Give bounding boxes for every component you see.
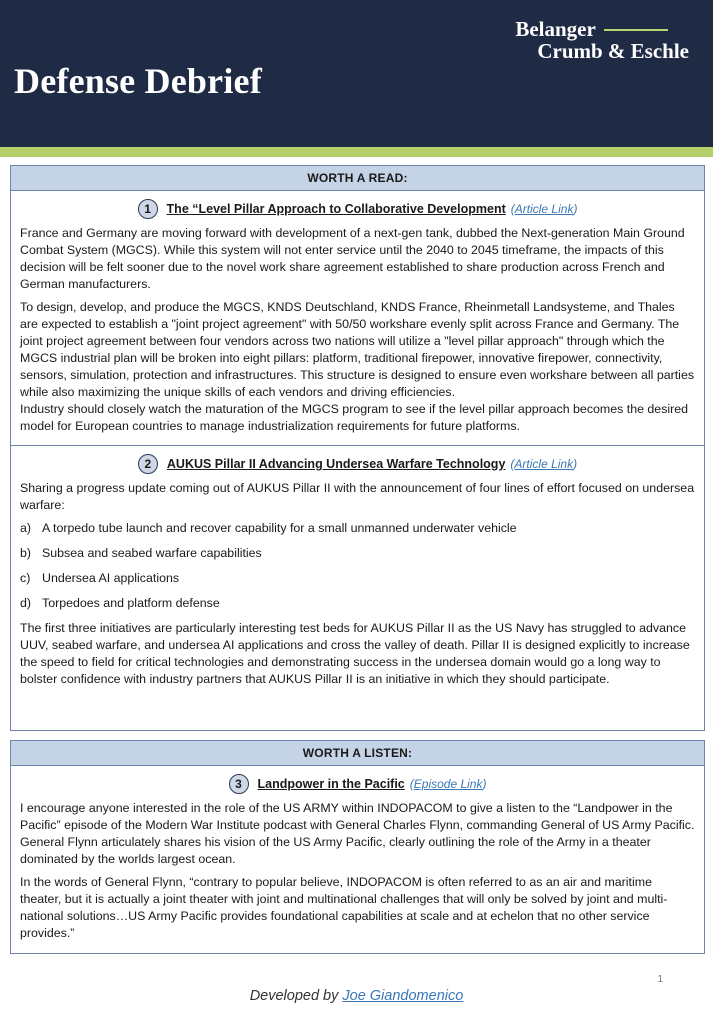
section-heading-listen: WORTH A LISTEN: bbox=[11, 741, 704, 766]
episode-3-title: Landpower in the Pacific bbox=[257, 777, 405, 791]
episode-paragraph: In the words of General Flynn, “contrary to popular believe, INDOPACOM is often referred to as an air and maritime theater, but it is actually a joint theater with joint and multinational challenges that will only be solved by joint and multi-national solutions…US Army Pacific provides foundational capabilities at scale and at echelon that no other service provides.” bbox=[20, 875, 668, 940]
list-item bbox=[20, 595, 695, 612]
article-1-paragraph: Industry should closely watch the maturation of the MGCS program to see if the level pillar approach becomes the desired model for European countries to manage industrialization requirements for future platforms. bbox=[20, 402, 689, 433]
effort-list bbox=[20, 520, 695, 612]
list-item bbox=[20, 520, 695, 537]
brand-logo bbox=[515, 18, 689, 62]
article-2-title: AUKUS Pillar II Advancing Undersea Warfare Technology bbox=[166, 457, 506, 471]
article-2 bbox=[11, 445, 704, 698]
page-title: Defense Debrief bbox=[14, 61, 262, 101]
number-badge: 3 bbox=[229, 774, 249, 794]
worth-a-listen-section bbox=[10, 740, 705, 954]
article-1-title-row bbox=[20, 198, 695, 220]
worth-a-read-section bbox=[10, 165, 705, 731]
list-marker: c) bbox=[20, 571, 31, 585]
developed-prefix: Developed by bbox=[249, 988, 343, 1004]
episode-3-link[interactable]: (Episode Link) bbox=[409, 777, 487, 791]
article-1 bbox=[11, 191, 704, 445]
list-item bbox=[20, 570, 695, 587]
brand-rule bbox=[604, 29, 668, 31]
brand-line-1: Belanger bbox=[515, 17, 596, 41]
article-1-link[interactable]: (Article Link) bbox=[510, 202, 578, 216]
article-2-title-row bbox=[20, 453, 695, 475]
episode-3-title-row bbox=[20, 773, 695, 795]
article-1-title: The “Level Pillar Approach to Collaborative Development bbox=[166, 202, 506, 216]
developed-by-credit bbox=[0, 988, 713, 1004]
list-item bbox=[20, 545, 695, 562]
number-badge: 1 bbox=[138, 199, 158, 219]
article-1-link-text[interactable]: Article Link bbox=[514, 202, 574, 216]
article-1-paragraph: To design, develop, and produce the MGCS, KNDS Deutschland, KNDS France, Rheinmetall Landsysteme, and Thales are expected to establish a "joint project agreement" with 50/50 workshare evenly split across France and Germany. The joint project agreement between four vendors across two nations will utilize a "level pillar approach" through which the MGCS industrial plan will be broken into eight pillars: platform, traditional firepower, innovative firepower, connectivity, sensors, simulation, protection and infrastructures. This structure is designed to ensure even workshare between all parties while also maximizing the unique skills of each vendors and driving efficiencies. bbox=[20, 300, 695, 399]
accent-divider bbox=[0, 147, 713, 157]
list-marker: a) bbox=[20, 521, 32, 535]
section-heading-read: WORTH A READ: bbox=[11, 166, 704, 191]
list-item-text: Undersea AI applications bbox=[42, 571, 180, 585]
article-2-link[interactable]: (Article Link) bbox=[510, 457, 578, 471]
episode-3-link-text[interactable]: Episode Link bbox=[413, 777, 483, 791]
article-1-paragraph: France and Germany are moving forward with development of a next-gen tank, dubbed the Next-generation Main Ground Combat System (MGCS). While this system will not enter service until the 2040 to 2045 timeframe, the impacts of this decision will be felt sooner due to the novel work share agreement established to share production across French and German manufacturers. bbox=[20, 226, 685, 291]
brand-line-2: Crumb & Eschle bbox=[537, 39, 689, 63]
number-badge: 2 bbox=[138, 454, 158, 474]
list-item-text: A torpedo tube launch and recover capability for a small unmanned underwater vehicle bbox=[42, 521, 517, 535]
list-item-text: Torpedoes and platform defense bbox=[42, 596, 220, 610]
list-item-text: Subsea and seabed warfare capabilities bbox=[42, 546, 262, 560]
article-2-intro: Sharing a progress update coming out of AUKUS Pillar II with the announcement of four lines of effort focused on undersea warfare: bbox=[20, 481, 695, 512]
list-marker: d) bbox=[20, 596, 32, 610]
episode-paragraph: I encourage anyone interested in the role of the US ARMY within INDOPACOM to give a listen to the “Landpower in the Pacific” episode of the Modern War Institute podcast with General Charles Flynn, commanding General of US Army Pacific. General Flynn articulately shares his vision of the US Army Pacific, clearly outlining the role of the Army in a theater dominated by the worlds largest ocean. bbox=[20, 801, 695, 866]
header-banner bbox=[0, 0, 713, 147]
author-link[interactable]: Joe Giandomenico bbox=[342, 988, 464, 1004]
episode-3 bbox=[11, 766, 704, 946]
article-2-link-text[interactable]: Article Link bbox=[514, 457, 574, 471]
page-number: 1 bbox=[657, 974, 663, 985]
list-marker: b) bbox=[20, 546, 32, 560]
article-2-closing: The first three initiatives are particularly interesting test beds for AUKUS Pillar II as the US Navy has struggled to advance UUV, seabed warfare, and undersea AI applications and cross the valley of death. Pillar II is designed explicitly to increase the speed to field for critical technologies and demonstrating success in the undersea domain would go a long way to bolster confidence with industry partners that AUKUS Pillar II is an initiative in which they should participate. bbox=[20, 621, 690, 686]
